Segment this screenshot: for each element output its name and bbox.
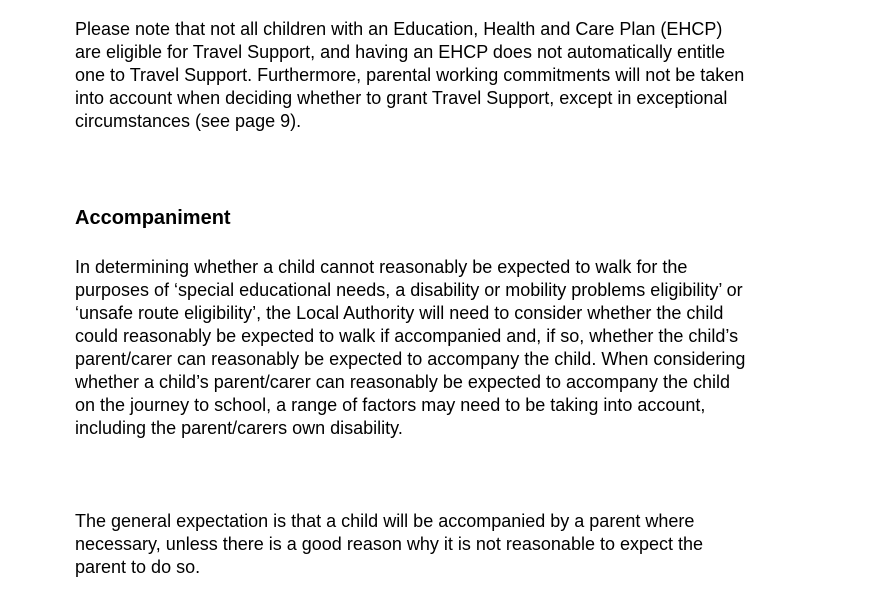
paragraph-accompaniment-criteria: In determining whether a child cannot reasonably be expected to walk for the purposes of ‘special educational needs, a disability or mobility problems eligibility’ or ‘unsafe route eligibility’, the Local Authority will need to consider whether the child could reasonably be expected to walk if accompanied and, if so, whether the child’s parent/carer can reasonably be expected to accompany the child. When considering whether a child’s parent/carer can reasonably be expected to accompany the child on the journey to school, a range of factors may need to be taking into account, including the parent/carers own disability. <box>75 257 746 438</box>
paragraph-ehcp-eligibility: Please note that not all children with an Education, Health and Care Plan (EHCP) are eligible for Travel Support, and having an EHCP does not automatically entitle one to Travel Support. Furthermore, parental working commitments will not be taken into account when deciding whether to grant Travel Support, except in exceptional circumstances (see page 9). <box>75 19 745 131</box>
paragraph-general-expectation: The general expectation is that a child will be accompanied by a parent where necessary, unless there is a good reason why it is not reasonable to expect the parent to do so. <box>75 511 704 577</box>
heading-accompaniment: Accompaniment <box>75 207 231 229</box>
